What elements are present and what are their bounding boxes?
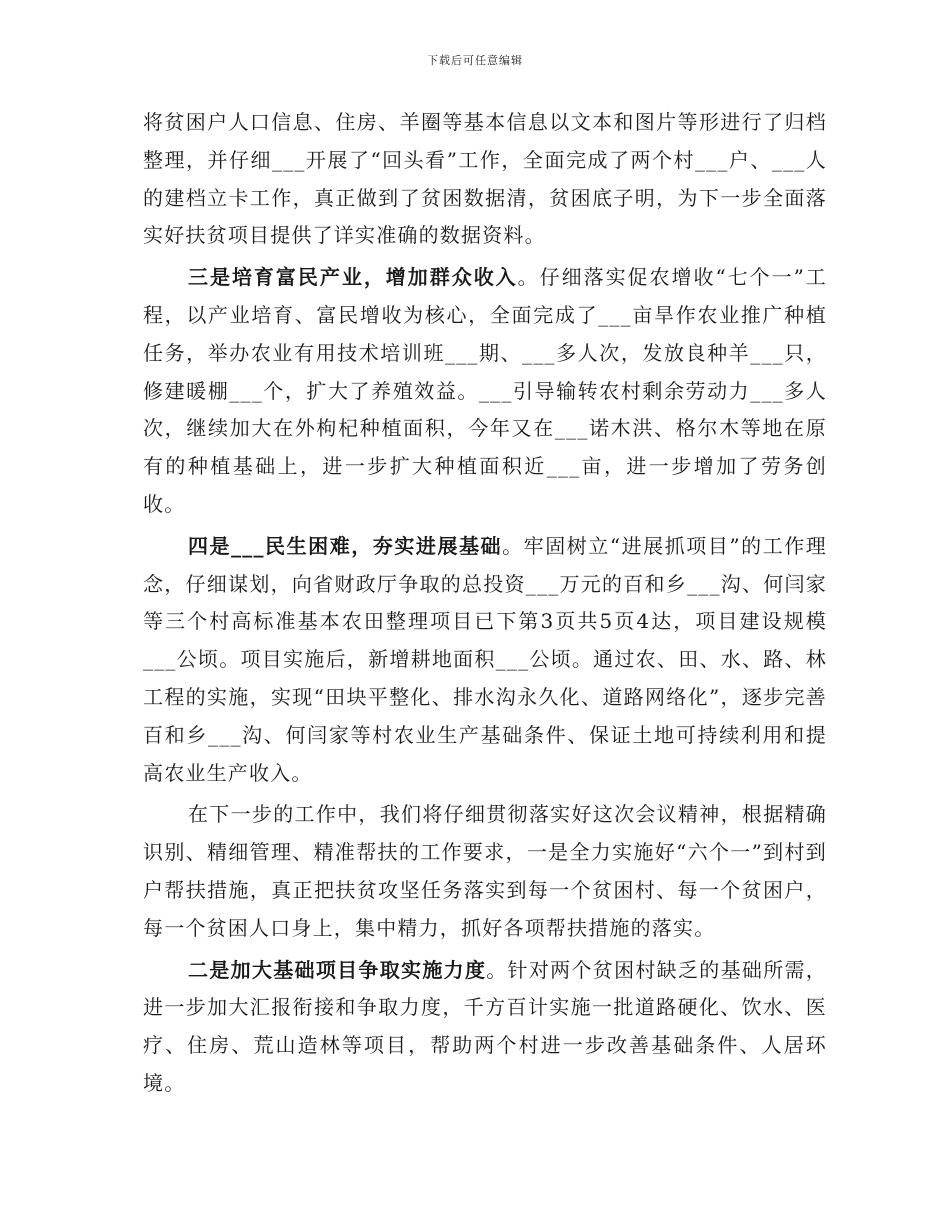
document-body (143, 104, 827, 1103)
paragraph-text: 将贫困户人口信息、住房、羊圈等基本信息以文本和图片等形进行了归档整理，并仔细___开展了“回头看”工作，全面完成了两个村___户、___人的建档立卡工作，真正做到了贫困数据清，贫困底子明，为下一步全面落实好扶贫项目提供了详实准确的数据资料。 (143, 110, 827, 248)
page-header-note: 下载后可任意编辑 (427, 54, 523, 67)
paragraph-text: 。牢固树立“进展抓项目”的工作理念，仔细谋划，向省财政厅争取的总投资___万元的百和乡___沟、何闫家等三个村高标准基本农田整理项目已下第3页共5页4达，项目建设规模___公顷。项目实施后，新增耕地面积___公顷。通过农、田、水、路、林工程的实施，实现“田块平整化、排水沟永久化、道路网络化”，逐步完善百和乡___沟、何闫家等村农业生产基础条件、保证土地可持续利用和提高农业生产收入。 (143, 533, 828, 785)
paragraph-lead-heading: 二是加大基础项目争取实施力度 (188, 957, 487, 982)
paragraph-text: 。仔细落实促农增收“七个一”工程，以产业培育、富民增收为核心，全面完成了___亩旱作农业推广种植任务，举办农业有用技术培训班___期、___多人次，发放良种羊___只，修建暖棚___个，扩大了养殖效益。___引导输转农村剩余劳动力___多人次，继续加大在外枸杞种植面积，今年又在___诺木洪、格尔木等地在原有的种植基础上，进一步扩大种植面积近___亩，进一步增加了劳务创收。 (143, 265, 828, 516)
paragraph-next-steps (143, 796, 827, 947)
paragraph-text: 。针对两个贫困村缺乏的基础所需，进一步加大汇报衔接和争取力度，千方百计实施一批道路硬化、饮水、医疗、住房、荒山造林等项目，帮助两个村进一步改善基础条件、人居环境。 (143, 957, 827, 1095)
paragraph-lead-heading: 三是培育富民产业，增加群众收入 (188, 265, 518, 290)
paragraph-infrastructure (143, 952, 827, 1103)
paragraph-industry (143, 259, 827, 524)
paragraph-archiving (143, 104, 827, 255)
paragraph-lead-heading: 四是___民生困难，夯实进展基础 (188, 533, 503, 558)
paragraph-text: 在下一步的工作中，我们将仔细贯彻落实好这次会议精神，根据精确识别、精细管理、精准帮扶的工作要求，一是全力实施好“六个一”到村到户帮扶措施，真正把扶贫攻坚任务落实到每一个贫困村、每一个贫困户，每一个贫困人口身上，集中精力，抓好各项帮扶措施的落实。 (143, 802, 827, 940)
paragraph-livelihood (143, 528, 827, 793)
